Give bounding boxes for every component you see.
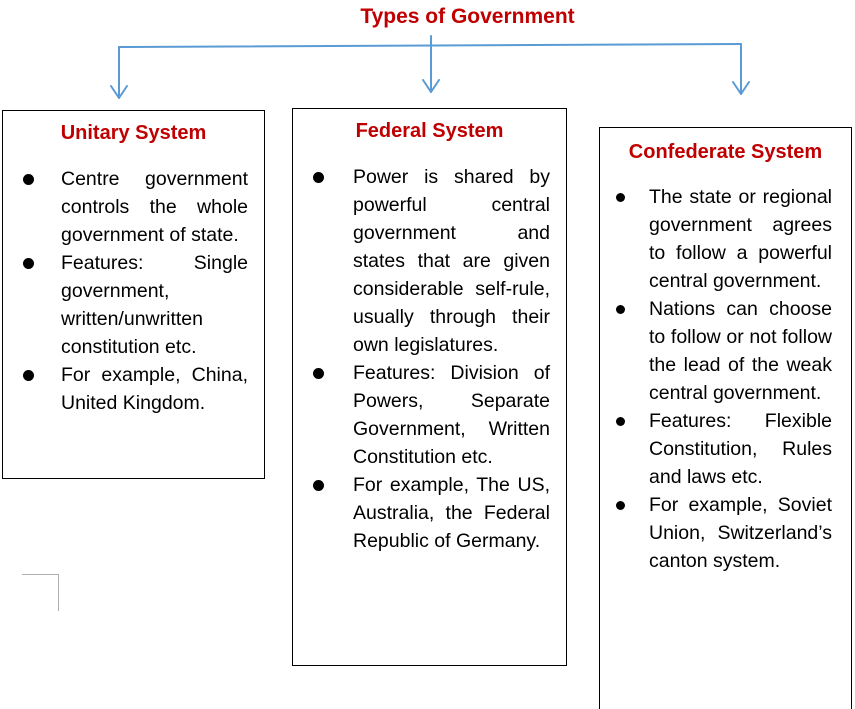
federal-system-bullets	[293, 163, 566, 555]
bullet-dot-icon	[23, 174, 34, 185]
unitary-system-box	[2, 110, 265, 479]
bullet-dot-icon	[616, 417, 625, 426]
bullet-item	[353, 163, 550, 359]
confederate-system-bullets	[600, 183, 851, 575]
bullet-text: Features: Flexible Constitution, Rules and laws etc.	[649, 410, 832, 488]
confederate-system-box	[599, 127, 852, 709]
confederate-system-title: Confederate System	[628, 141, 823, 163]
federal-system-box	[292, 108, 567, 666]
bullet-text: Nations can choose to follow or not follow the lead of the weak central government.	[649, 298, 832, 404]
diagram-title: Types of Government	[360, 5, 575, 28]
bullet-item	[61, 361, 248, 417]
bullet-item	[649, 183, 832, 295]
bullet-text: For example, China, United Kingdom.	[61, 364, 248, 414]
unitary-system-bullets	[3, 165, 264, 417]
bullet-text: Power is shared by powerful central government and states that are given considerable self-rule, usually through their own legislatures.	[353, 166, 550, 356]
bullet-item	[649, 491, 832, 575]
bullet-text: The state or regional government agrees to follow a powerful central government.	[649, 186, 832, 292]
bullet-item	[353, 471, 550, 555]
bullet-dot-icon	[616, 305, 625, 314]
unitary-system-title: Unitary System	[60, 122, 207, 144]
bullet-text: For example, The US, Australia, the Federal Republic of Germany.	[353, 474, 550, 552]
bullet-dot-icon	[313, 172, 324, 183]
federal-system-title: Federal System	[355, 120, 504, 142]
bullet-text: Features: Division of Powers, Separate Government, Written Constitution etc.	[353, 362, 550, 468]
bullet-item	[61, 165, 248, 249]
bullet-text: For example, Soviet Union, Switzerland’s canton system.	[649, 494, 832, 572]
corner-crop-mark	[22, 574, 59, 611]
bullet-dot-icon	[616, 501, 625, 510]
bullet-dot-icon	[616, 193, 625, 202]
bullet-dot-icon	[313, 480, 324, 491]
bullet-dot-icon	[23, 258, 34, 269]
bullet-item	[353, 359, 550, 471]
bullet-text: Features: Single government, written/unwritten constitution etc.	[61, 252, 248, 358]
bullet-dot-icon	[23, 370, 34, 381]
bullet-text: Centre government controls the whole government of state.	[61, 168, 248, 246]
bullet-item	[649, 407, 832, 491]
bullet-item	[649, 295, 832, 407]
bullet-dot-icon	[313, 368, 324, 379]
bullet-item	[61, 249, 248, 361]
